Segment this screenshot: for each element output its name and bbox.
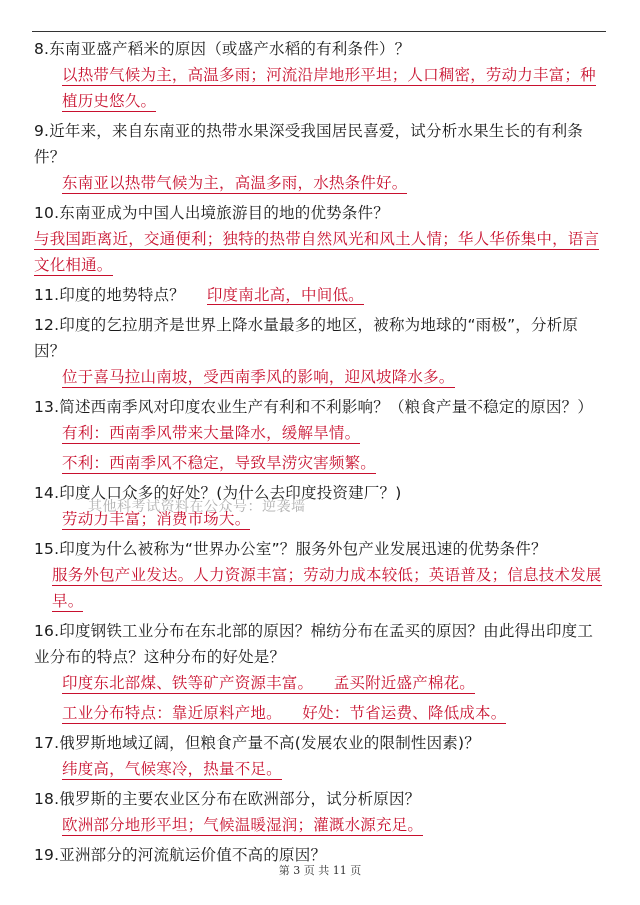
answer-18: 欧洲部分地形平坦；气候温暖湿润；灌溉水源充足。	[62, 816, 424, 834]
page-footer: 第 3 页 共 11 页	[278, 864, 362, 877]
question-12: 12.印度的乞拉朋齐是世界上降水量最多的地区，被称为地球的“雨极”，分析原因？	[34, 316, 579, 360]
question-list	[34, 36, 608, 868]
question-13: 13.简述西南季风对印度农业生产有利和不利影响？（粮食产量不稳定的原因？）	[34, 398, 594, 416]
answer-15: 服务外包产业发达。人力资源丰富；劳动力成本较低；英语普及；信息技术发展早。	[52, 566, 602, 610]
answer-12: 位于喜马拉山南坡，受西南季风的影响，迎风坡降水多。	[62, 368, 455, 386]
question-18: 18.俄罗斯的主要农业区分布在欧洲部分，试分析原因？	[34, 790, 421, 808]
answer-16-features: 工业分布特点：靠近原料产地。 好处：节省运费、降低成本。	[62, 704, 507, 722]
answer-11: 印度南北高，中间低。	[206, 286, 364, 304]
question-10: 10.东南亚成为中国人出境旅游目的地的优势条件？	[34, 204, 389, 222]
answer-8: 以热带气候为主，高温多雨；河流沿岸地形平坦；人口稠密，劳动力丰富；种植历史悠久。	[62, 66, 596, 110]
question-15: 15.印度为什么被称为“世界办公室”？服务外包产业发展迅速的优势条件？	[34, 540, 547, 558]
answer-13-favorable: 有利：西南季风带来大量降水，缓解旱情。	[62, 424, 361, 442]
answer-9: 东南亚以热带气候为主，高温多雨，水热条件好。	[62, 174, 408, 192]
watermark-text: 其他科考试资料在公众号：逆袭墙	[88, 499, 306, 515]
question-11-text: 11.印度的地势特点？	[34, 286, 185, 304]
question-19: 19.亚洲部分的河流航运价值不高的原因？	[34, 846, 327, 864]
question-11	[34, 282, 608, 308]
answer-14: 劳动力丰富；消费市场大。	[62, 510, 251, 528]
answer-10: 与我国距离近，交通便利；独特的热带自然风光和风土人情；华人华侨集中，语言文化相通。	[34, 230, 600, 274]
question-14: 14.印度人口众多的好处？(为什么去印度投资建厂？)	[34, 484, 402, 502]
answer-13-unfavorable: 不利：西南季风不稳定，导致旱涝灾害频繁。	[62, 454, 377, 472]
answer-17: 纬度高，气候寒冷，热量不足。	[62, 760, 282, 778]
question-16: 16.印度钢铁工业分布在东北部的原因？棉纺分布在孟买的原因？由此得出印度工业分布的特点？这种分布的好处是？	[34, 622, 594, 666]
question-9: 9.近年来，来自东南亚的热带水果深受我国居民喜爱，试分析水果生长的有利条件？	[34, 122, 583, 166]
question-8: 8.东南亚盛产稻米的原因（或盛产水稻的有利条件）？	[34, 40, 411, 58]
top-rule	[32, 31, 606, 32]
question-17: 17.俄罗斯地域辽阔，但粮食产量不高(发展农业的限制性因素)？	[34, 734, 480, 752]
answer-16-reasons: 印度东北部煤、铁等矿产资源丰富。 孟买附近盛产棉花。	[62, 674, 476, 692]
